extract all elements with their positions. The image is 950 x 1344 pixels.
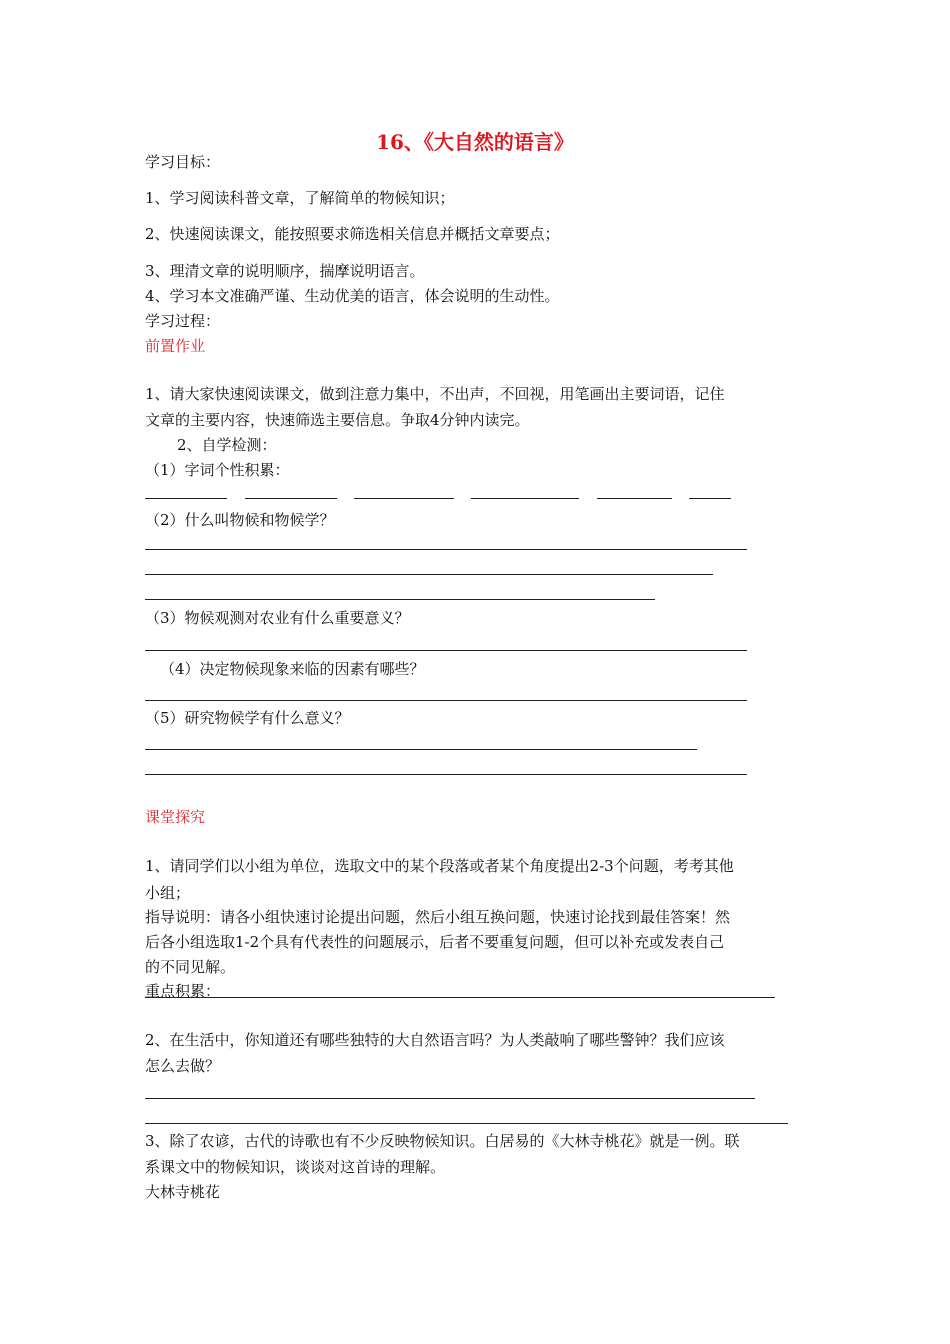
blank-line[interactable] <box>354 498 454 499</box>
pre-sub5: （5）研究物候学有什么意义？ <box>145 709 350 727</box>
pre-heading: 前置作业 <box>145 337 206 355</box>
pre-sub1: （1）字词个性积累： <box>145 461 290 479</box>
blank-line[interactable] <box>471 498 579 499</box>
explore-q3-line: 系课文中的物候知识，谈谈对这首诗的理解。 <box>145 1158 446 1176</box>
explore-q2-line: 2、在生活中，你知道还有哪些独特的大自然语言吗？为人类敲响了哪些警钟？我们应该 <box>145 1031 725 1049</box>
explore-q1-line: 小组； <box>145 884 191 902</box>
explore-q2-line: 怎么去做？ <box>145 1057 221 1075</box>
answer-line[interactable] <box>145 549 747 550</box>
answer-line[interactable] <box>145 700 747 701</box>
pre-q2: 2、自学检测： <box>177 436 277 454</box>
goal-item: 2、快速阅读课文，能按照要求筛选相关信息并概括文章要点； <box>145 225 560 243</box>
answer-line[interactable] <box>145 1098 755 1099</box>
goals-heading: 学习目标： <box>145 153 221 171</box>
pre-sub3: （3）物候观测对农业有什么重要意义？ <box>145 609 410 627</box>
explore-q3-line: 3、除了农谚，古代的诗歌也有不少反映物候知识。白居易的《大林寺桃花》就是一例。联 <box>145 1132 740 1150</box>
pre-q1-line: 文章的主要内容，快速筛选主要信息。争取4分钟内读完。 <box>145 411 530 429</box>
blank-line[interactable] <box>597 498 672 499</box>
answer-line[interactable] <box>145 650 747 651</box>
explore-q1-line: 1、请同学们以小组为单位，选取文中的某个段落或者某个角度提出2-3个问题，考考其他 <box>145 857 734 875</box>
goal-item: 3、理清文章的说明顺序，揣摩说明语言。 <box>145 262 425 280</box>
pre-sub4: （4）决定物候现象来临的因素有哪些？ <box>160 660 425 678</box>
answer-line[interactable] <box>145 599 655 600</box>
key-label: 重点积累： <box>145 982 221 1000</box>
blank-line[interactable] <box>245 498 337 499</box>
answer-line[interactable] <box>145 1123 788 1124</box>
explore-q1-line: 的不同见解。 <box>145 958 236 976</box>
page-title: 16、《大自然的语言》 <box>376 130 574 154</box>
pre-sub2: （2）什么叫物候和物候学？ <box>145 511 335 529</box>
blank-line[interactable] <box>689 498 731 499</box>
explore-q1-line: 后各小组选取1-2个具有代表性的问题展示，后者不要重复问题，但可以补充或发表自己 <box>145 933 725 951</box>
poem-title: 大林寺桃花 <box>145 1183 221 1201</box>
process-heading: 学习过程： <box>145 312 221 330</box>
pre-q1-line: 1、请大家快速阅读课文，做到注意力集中，不出声，不回视，用笔画出主要词语，记住 <box>145 385 725 403</box>
answer-line[interactable] <box>145 574 713 575</box>
explore-q1-line: 指导说明：请各小组快速讨论提出问题，然后小组互换问题，快速讨论找到最佳答案！然 <box>145 908 731 926</box>
goal-item: 1、学习阅读科普文章，了解简单的物候知识； <box>145 189 455 207</box>
answer-line[interactable] <box>145 997 775 998</box>
goal-item: 4、学习本文准确严谨、生动优美的语言，体会说明的生动性。 <box>145 287 560 305</box>
answer-line[interactable] <box>145 774 747 775</box>
blank-line[interactable] <box>145 498 227 499</box>
answer-line[interactable] <box>145 749 697 750</box>
explore-heading: 课堂探究 <box>145 808 206 826</box>
